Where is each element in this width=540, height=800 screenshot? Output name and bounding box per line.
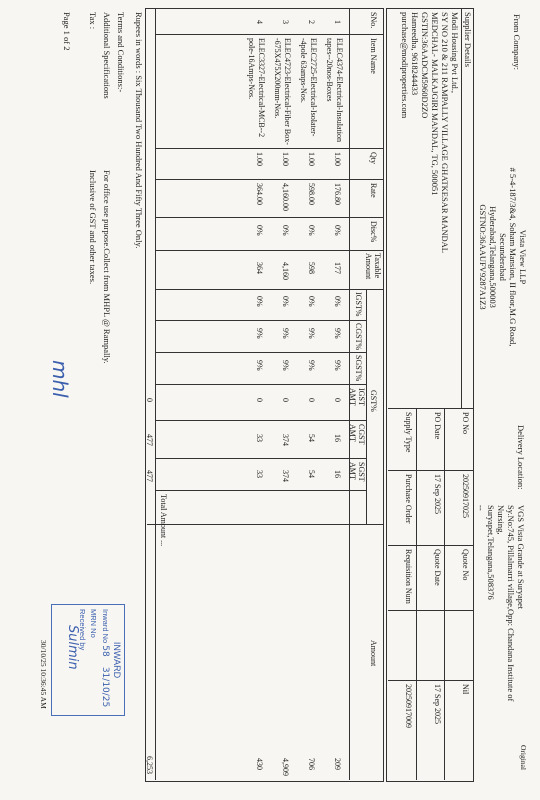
col-sgst-amt: SGST AMT — [348, 462, 366, 482]
page-number: Page 1 of 2 — [62, 12, 72, 51]
stamp-mrn-no: MRN No — [89, 609, 98, 638]
col-igst-amt: IGST AMT — [348, 388, 366, 406]
total-sgst: 477 — [145, 470, 154, 482]
supplier-gstin: GSTIN:36AADCM5960D2ZO — [420, 12, 430, 119]
po-date-value: 17 Sep 2025 — [433, 474, 442, 514]
purchase-order-page: From Company: Vista View LLP # 5-4-187/3&4, Soham Mansion, II floor,M.G Road, Secunderabad Hyderabad,Telangana,500003 GSTNO:36AAUFV9287A1Z3 Delivery Location: VGS Vista Grande at Suryapet Sy.No:745, Pillalmarri village,Opp: Chandana Institute of Nursing, Suryapet,Telangana,508376 -- Original Supplier Details Modi Housing Pvt Ltd., SY NO 210 & 211 RAMPALLY VILLAGE GHATKESAR MANDAL MEDCHAL- MALKAJGIRI MANDAL, TG, 500051 GSTIN:36AADCM5960D2ZO Hameedha, 9618244433 purchase@modiproperties.com PO No 2025091702​5 Quote No Nil PO Date 17 Sep 2025 Quote Date 17 Sep 2025 Supply Type Purchase Order Requisition Num 20250917009 SNo. Item Name Qty Rate Disc% Taxable Amount GST% Amount IGST% CGST% SGST% IGST AMT CGST AMT SGST AMT 1 ELEC4374-Electrical-Insulation tapes--20nos-Boxes 1.00 176.80 0% 177 0% 9% 9% 0 16 16 209 2 ELEC2725-Electrical-Isolater--4pole 63amps-Nos. 1.00 598.00 0% 598 0% 9% 9% 0 54 54 706 3 ELEC4723-Electrical-Fiber Box--675X475X200mm-Nos. 1.00 4,160.00 0% 4,160 0% 9% 9% 0 374 374 4,909 4 ELEC3327-Electrical-MCB--2 pole-16Amps-Nos. 1.00 364.00 0% 364 0% 9% 9% 0 33 33 430 Total Amount ... 0 477 477 6,253 Rupees in words : Six Thousand Two Hundred And Fifty Three Only. Terms and Conditions:- Additional Specifications For office use purpose.Collect from MHPL @ Rampally. Tax : Inclusive of GST and other taxes. Page 1 of 2 mhl INWARD Inward No 58 31/10/25 MRN No Received by Sulmin 30/10/25 10:36:45 AM — [0, 0, 540, 800]
terms-label: Terms and Conditions:- — [116, 12, 126, 93]
col-sno: SNo. — [369, 12, 378, 29]
delivery-line-4: Suryapet,Telangana,508376 — [486, 505, 496, 600]
company-address-line-3: Hyderabad,Telangana,500003 — [488, 206, 498, 308]
col-cgst-pct: CGST% — [354, 323, 363, 351]
col-cgst-amt: CGST AMT — [348, 424, 366, 445]
col-qty: Qty — [369, 152, 378, 164]
supplier-line-1: SY NO 210 & 211 RAMPALLY VILLAGE GHATKESAR MANDAL — [440, 12, 450, 253]
col-gst-group: GST% — [369, 390, 378, 412]
tax-value: Inclusive of GST and other taxes. — [88, 170, 98, 285]
supplier-address-block — [400, 12, 460, 402]
col-rate: Rate — [369, 183, 378, 198]
delivery-line-3: Nursing, — [496, 505, 506, 535]
delivery-line-1: VGS Vista Grande at Suryapet — [516, 505, 526, 610]
requisition-num-value: 20250917009 — [404, 684, 413, 728]
company-address-line-2: Secunderabad — [498, 233, 508, 281]
supplier-line-2: MEDCHAL- MALKAJGIRI MANDAL, TG, 500051 — [430, 12, 440, 196]
supply-type-value: Purchase Order — [404, 474, 413, 524]
from-company-label: From Company: — [512, 14, 522, 70]
supplier-name: Modi Housing Pvt Ltd., — [450, 12, 460, 93]
inward-stamp — [51, 604, 125, 716]
timestamp: 30/10/25 10:36:45 AM — [39, 640, 48, 709]
original-label: Original — [519, 745, 528, 770]
stamp-signature: Sulmin — [65, 625, 80, 670]
company-address-line-1: # 5-4-187/3&4, Soham Mansion, II floor,M.G Road, — [508, 167, 518, 347]
col-sgst-pct: SGST% — [354, 355, 363, 382]
po-no-label: PO No — [461, 412, 470, 435]
additional-spec-value: For office use purpose.Collect from MHPL @ Rampally. — [102, 170, 112, 364]
stamp-title: INWARD — [112, 641, 122, 679]
supplier-phone: Hameedha, 9618244433 — [410, 12, 420, 96]
delivery-location-label: Delivery Location: — [516, 425, 526, 490]
po-no-value: 2025091702​5 — [461, 474, 470, 518]
col-igst-pct: IGST% — [354, 292, 363, 317]
handwritten-initials: mhl — [48, 360, 72, 398]
total-amount-label: Total Amount ... — [159, 494, 168, 547]
col-taxable-amount: Taxable Amount — [364, 253, 382, 280]
rupees-in-words: Rupees in words : Six Thousand Two Hundred And Fifty Three Only. — [134, 12, 144, 249]
stamp-inward-no: Inward No 58 31/10/25 — [100, 609, 110, 708]
supply-type-label: Supply Type — [404, 412, 413, 453]
delivery-line-5: -- — [476, 505, 486, 511]
total-igst: 0 — [145, 398, 154, 402]
delivery-address-block — [476, 505, 526, 735]
col-item-name: Item Name — [369, 38, 378, 74]
supplier-details-label: Supplier Details — [463, 12, 473, 68]
col-disc: Disc% — [369, 221, 378, 243]
total-cgst: 477 — [145, 434, 154, 446]
requisition-num-label: Requisition Num — [404, 549, 413, 604]
supplier-email: purchase@modiproperties.com — [400, 12, 410, 119]
from-company-block — [478, 152, 528, 362]
nil-value: Nil — [461, 684, 470, 695]
quote-date-label: Quote Date — [433, 549, 442, 586]
company-name: Vista View LLP — [518, 229, 528, 285]
total-amount: 6,253 — [145, 756, 154, 774]
col-amount: Amount — [369, 640, 378, 667]
company-gst: GSTNO:36AAUFV9287A1Z3 — [478, 204, 488, 310]
tax-label: Tax : — [88, 12, 98, 30]
stamp-received-by: Received by — [78, 609, 87, 651]
additional-spec-label: Additional Specifications — [102, 12, 112, 99]
delivery-line-2: Sy.No:745, Pillalmarri village,Opp: Chandana Institute of — [506, 505, 516, 702]
quote-no-label: Quote No — [461, 549, 470, 581]
quote-date-value: 17 Sep 2025 — [433, 684, 442, 724]
po-date-label: PO Date — [433, 412, 442, 440]
